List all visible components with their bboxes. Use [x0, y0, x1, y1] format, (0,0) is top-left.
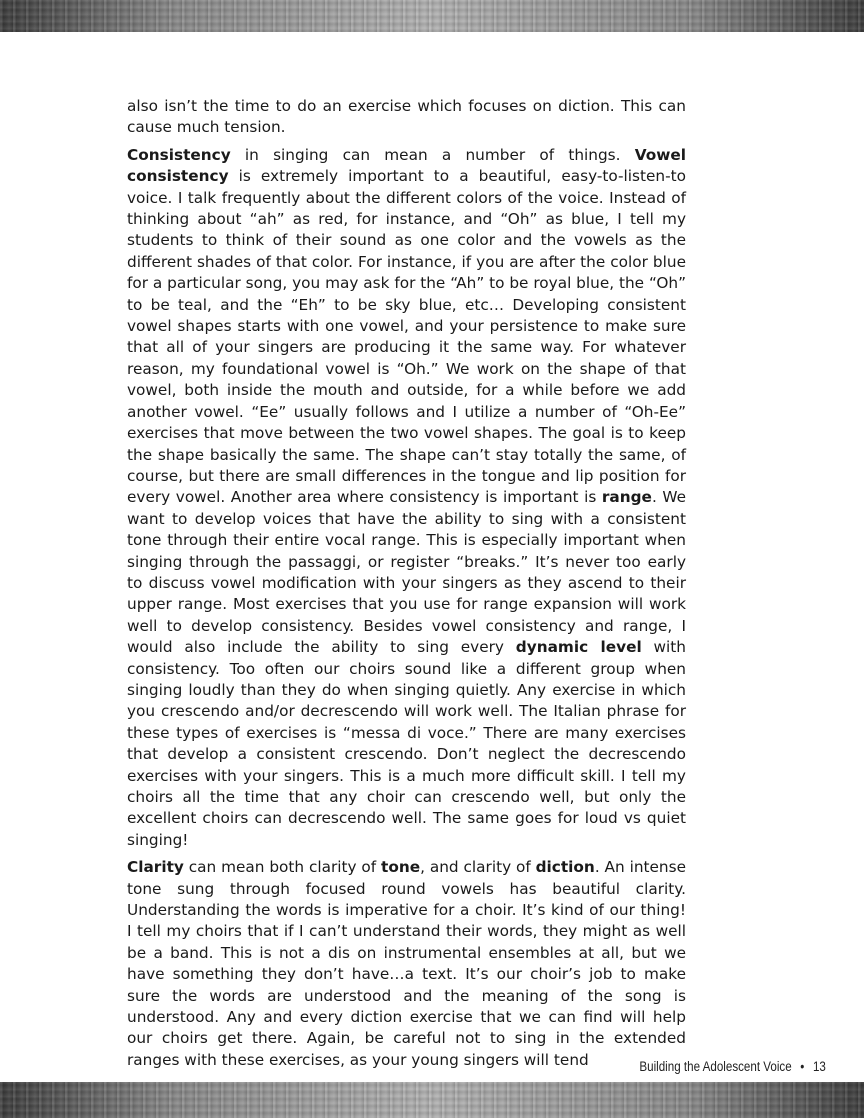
page-body — [127, 96, 686, 1077]
term-range: range — [601, 488, 652, 507]
page-footer — [639, 1059, 826, 1074]
term-consistency: Consistency — [127, 145, 231, 164]
text-run: . We want to develop voices that have the ability to sing with a consistent tone through their entire vocal range. This is especially important when singing through the passaggi, or register “breaks.” It’s never too early to discuss vowel modification with your singers as they ascend to their upper range. Most exercises that you use for range expansion will work well to develop consistency. Besides vowel consistency and range, I would also include the ability to sing every — [127, 488, 686, 657]
text-run: , and clarity of — [420, 858, 536, 877]
paragraph-continuation: also isn’t the time to do an exercise which focuses on diction. This can cause much tension. — [127, 97, 686, 137]
term-vowel-consistency: Vowel consistency — [127, 145, 686, 186]
page-number: 13 — [813, 1059, 826, 1074]
running-title: Building the Adolescent Voice — [639, 1059, 792, 1074]
paragraph-clarity — [127, 857, 686, 1071]
term-diction: diction — [535, 858, 595, 877]
text-run: in singing can mean a number of things. — [230, 145, 635, 164]
text-run: . An intense tone sung through focused round vowels has beautiful clarity. Understanding the words is imperative for a choir. It’s kind of our thing! I tell my choirs that if I can’t understand their words, they might as well be a band. This is not a dis on instrumental ensembles at all, but we have something they don’t have…a text. It’s our choir’s job to make sure the words are understood and the meaning of the song is understood. Any and every diction exercise that we can find will help our choirs get there. Again, be careful not to sing in the extended ranges with these exercises, as your young singers will tend — [127, 858, 687, 1069]
text-run: is extremely important to a beautiful, easy-to-listen-to voice. I talk frequently about the different colors of the voice. Instead of thinking about “ah” as red, for instance, and “Oh” as blue, I tell my students to think of their sound as one color and the vowels as the different shades of that color. For instance, if you are after the color blue for a particular song, you may ask for the “Ah” to be royal blue, the “Oh” to be teal, and the “Eh” to be sky blue, etc… Developing consistent vowel shapes starts with one vowel, and your persistence to make sure that all of your singers are producing it the same way. For whatever reason, my foundational vowel is “Oh.” We work on the shape of that vowel, both inside the mouth and outside, for a while before we add another vowel. “Ee” usually follows and I utilize a number of “Oh-Ee” exercises that move between the two vowel shapes. The goal is to keep the shape basically the same. The shape can’t stay totally the same, of course, but there are small differences in the tongue and lip position for every vowel. Another area where consistency is important is — [127, 167, 686, 507]
text-run: with consistency. Too often our choirs sound like a different group when singing loudly than they do when singing quietly. Any exercise in which you crescendo and/or decrescendo will work well. The Italian phrase for these types of exercises is “messa di voce.” There are many exercises that develop a consistent crescendo. Don’t neglect the decrescendo exercises with your singers. This is a much more difficult skill. I tell my choirs all the time that any choir can crescendo well, but only the excellent choirs can decrescendo well. The same goes for loud vs quiet singing! — [127, 638, 686, 849]
term-clarity: Clarity — [127, 858, 184, 877]
text-run: can mean both clarity of — [183, 858, 382, 877]
footer-separator: • — [800, 1059, 805, 1074]
term-dynamic-level: dynamic level — [515, 638, 642, 657]
bottom-texture-band — [0, 1082, 864, 1118]
term-tone: tone — [381, 858, 421, 877]
paragraph-consistency — [127, 145, 686, 851]
top-texture-band — [0, 0, 864, 32]
